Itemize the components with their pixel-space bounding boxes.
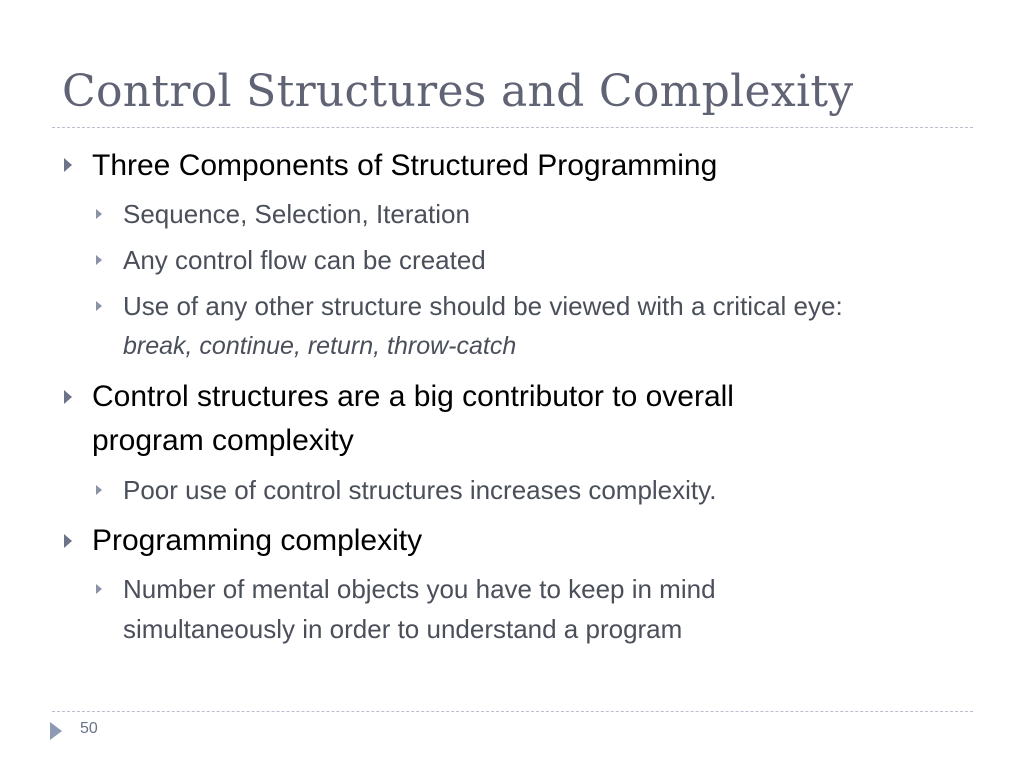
- page-number: 50: [80, 720, 98, 737]
- bullet-3-sub-1-text-line-1: Number of mental objects you have to keep in mind: [123, 574, 716, 604]
- bullet-1-text: Three Components of Structured Programming: [92, 149, 718, 182]
- slide-title: Control Structures and Complexity: [62, 66, 854, 117]
- bullet-3-text: Programming complexity: [92, 524, 423, 557]
- sub-bullet-arrow-icon: [96, 485, 102, 495]
- bullet-2-text-line-2: program complexity: [92, 424, 354, 457]
- bullet-1-sub-3-continuation: break, continue, return, throw-catch: [123, 332, 517, 360]
- bullet-arrow-icon: [64, 534, 72, 548]
- bullet-1-sub-2-text: Any control flow can be created: [123, 245, 486, 275]
- bullet-2-text-line-1: Control structures are a big contributor to overall: [92, 380, 734, 413]
- sub-bullet-arrow-icon: [96, 301, 102, 311]
- bullet-1-sub-1-text: Sequence, Selection, Iteration: [123, 199, 470, 229]
- footer-arrow-icon: [50, 722, 62, 740]
- sub-bullet-arrow-icon: [96, 584, 102, 594]
- bullet-arrow-icon: [64, 390, 72, 404]
- title-divider: [52, 127, 973, 128]
- sub-bullet-arrow-icon: [96, 209, 102, 219]
- bullet-1-sub-3-text: Use of any other structure should be viewed with a critical eye:: [123, 291, 843, 321]
- sub-bullet-arrow-icon: [96, 255, 102, 265]
- footer-divider: [52, 711, 973, 712]
- bullet-2-sub-1-text: Poor use of control structures increases complexity.: [123, 475, 717, 505]
- bullet-3-sub-1-text-line-2: simultaneously in order to understand a program: [123, 614, 683, 644]
- bullet-arrow-icon: [64, 158, 72, 172]
